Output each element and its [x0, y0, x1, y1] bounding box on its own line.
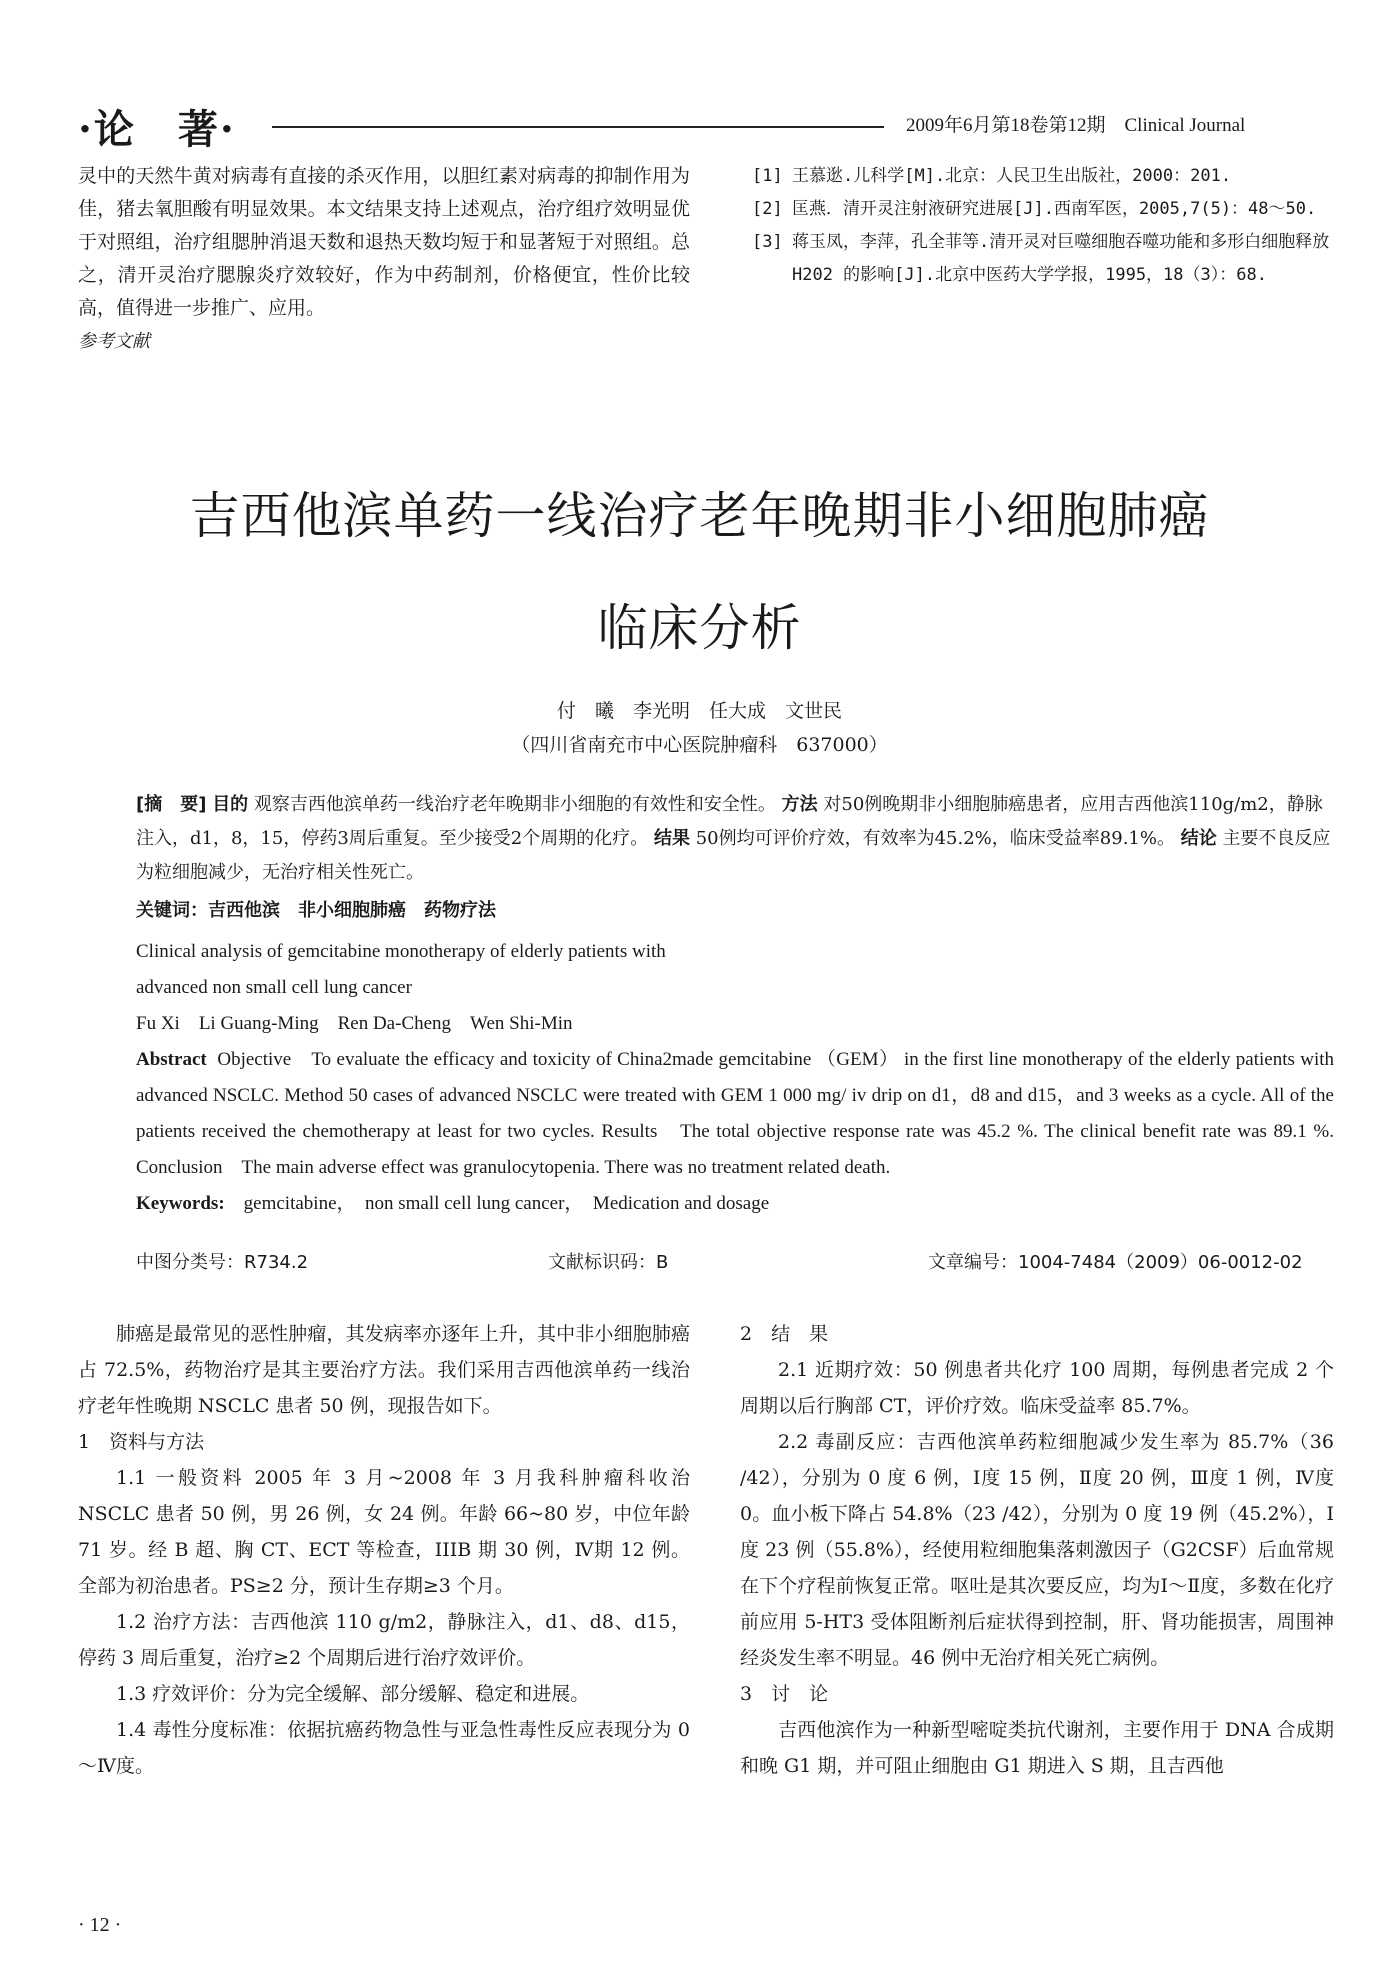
section-3-heading: 3 讨 论 [740, 1683, 829, 1705]
section-2-heading: 2 结 果 [740, 1323, 829, 1345]
reference-item [752, 226, 1330, 292]
abstract-en-label: Abstract [136, 1049, 207, 1070]
result-label: 结果 [653, 828, 690, 849]
paragraph-1-1: 1.1 一般资料 2005 年 3 月~2008 年 3 月我科肿瘤科收治 NSCLC 患者 50 例，男 26 例，女 24 例。年龄 66~80 岁，中位年龄 71 岁。经 B 超、胸 CT、ECT 等检查，IIIB 期 30 例，Ⅳ期 12 例。全部为初治患者。PS≥2 分，预计生存期≥3 个月。 [78, 1467, 690, 1597]
conclusion-label: 结论 [1180, 828, 1217, 849]
references-label: 参考文献 [78, 331, 150, 352]
keywords-en-text: gemcitabine， non small cell lung cancer， Medication and dosage [243, 1193, 770, 1214]
title-en-line1: Clinical analysis of gemcitabine monotherapy of elderly patients with [136, 941, 666, 962]
prev-article-left [78, 160, 690, 353]
result-text: 50例均可评价疗效，有效率为45.2%，临床受益率89.1%。 [695, 828, 1175, 849]
keywords-cn [136, 894, 1334, 928]
keywords-cn-text: 吉西他滨 非小细胞肺癌 药物疗法 [208, 900, 496, 921]
abstract-cn [136, 788, 1334, 890]
article-number: 文章编号：1004-7484（2009）06-0012-02 [928, 1252, 1303, 1273]
journal-info: 2009年6月第18卷第12期 Clinical Journal [906, 115, 1246, 136]
reference-number: [3] [752, 232, 783, 252]
prev-article-paragraph: 灵中的天然牛黄对病毒有直接的杀灭作用，以胆红素对病毒的抑制作用为佳，猪去氧胆酸有明显效果。本文结果支持上述观点，治疗组疗效明显优于对照组，治疗组腮肿消退天数和退热天数均短于和显著短于对照组。总之，清开灵治疗腮腺炎疗效较好，作为中药制剂，价格便宜，性价比较高，值得进一步推广、应用。 [78, 165, 690, 319]
body-right-column [740, 1316, 1334, 1784]
page-number: · 12 · [78, 1914, 122, 1936]
authors: 付 曦 李光明 任大成 文世民 [556, 700, 842, 722]
reference-item [752, 160, 1330, 193]
keywords-en [136, 1186, 1334, 1222]
affiliation: （四川省南充市中心医院肿瘤科 637000） [511, 734, 888, 756]
references-list [752, 160, 1330, 292]
abstract-en-text: Objective To evaluate the efficacy and toxicity of China2made gemcitabine （GEM） in the first line monotherapy of the elderly patients with advanced NSCLC. Method 50 cases of advanced NSCLC were treated with GEM 1 000 mg/ iv drip on d1，d8 and d15，and 3 weeks as a cycle. All of the patients received the chemotherapy at least for two cycles. Results The total objective response rate was 45.2 %. The clinical benefit rate was 89.1 %. Conclusion The main adverse effect was granulocytopenia. There was no treatment related death. [136, 1049, 1335, 1178]
header-rule [272, 126, 884, 128]
paragraph-2-1: 2.1 近期疗效：50 例患者共化疗 100 周期，每例患者完成 2 个周期以后行胸部 CT，评价疗效。临床受益率 85.7%。 [740, 1359, 1334, 1417]
article-title-line2: 临床分析 [597, 599, 802, 657]
paragraph-1-3: 1.3 疗效评价：分为完全缓解、部分缓解、稳定和进展。 [116, 1683, 590, 1705]
objective-text: 观察吉西他滨单药一线治疗老年晚期非小细胞的有效性和安全性。 [253, 794, 776, 815]
section-label: ·论 著· [78, 106, 236, 153]
paragraph-1-4: 1.4 毒性分度标准：依据抗癌药物急性与亚急性毒性反应表现分为 0～Ⅳ度。 [78, 1719, 690, 1777]
method-text: 对50例晚期非小细胞肺癌患者，应用吉西他滨110g/m2，静脉注入，d1，8，15，停药3周后重复。至少接受2个周期的化疗。 [136, 794, 1323, 849]
paragraph-2-2: 2.2 毒副反应：吉西他滨单药粒细胞减少发生率为 85.7%（36 /42），分别为 0 度 6 例，Ⅰ度 15 例，Ⅱ度 20 例，Ⅲ度 1 例，Ⅳ度 0。血小板下降占 54.8%（23 /42），分别为 0 度 19 例（45.2%），Ⅰ度 23 例（55.8%），经使用粒细胞集落刺激因子（G2CSF）后血常规在下个疗程前恢复正常。呕吐是其次要反应，均为Ⅰ～Ⅱ度，多数在化疗前应用 5-HT3 受体阻断剂后症状得到控制，肝、肾功能损害，周围神经炎发生率不明显。46 例中无治疗相关死亡病例。 [740, 1431, 1334, 1669]
reference-number: [2] [752, 199, 783, 219]
body-left-column [78, 1316, 690, 1784]
reference-item [752, 193, 1330, 226]
reference-text: 匡燕．清开灵注射液研究进展[J].西南军医，2005,7(5)：48～50. [792, 199, 1317, 219]
reference-text: 王慕逖.儿科学[M].北京：人民卫生出版社，2000：201. [792, 166, 1232, 186]
paragraph-3-1: 吉西他滨作为一种新型嘧啶类抗代谢剂，主要作用于 DNA 合成期和晚 G1 期，并可阻止细胞由 G1 期进入 S 期，且吉西他 [740, 1719, 1334, 1777]
abstract-en [136, 1042, 1334, 1186]
intro-paragraph: 肺癌是最常见的恶性肿瘤，其发病率亦逐年上升，其中非小细胞肺癌占 72.5%，药物治疗是其主要治疗方法。我们采用吉西他滨单药一线治疗老年性晚期 NSCLC 患者 50 例，现报告如下。 [78, 1323, 690, 1417]
authors-en: Fu Xi Li Guang-Ming Ren Da-Cheng Wen Shi-Min [136, 1013, 573, 1034]
keywords-cn-label: 关键词： [136, 900, 208, 921]
conclusion-text: 主要不良反应为粒细胞减少，无治疗相关性死亡。 [136, 828, 1331, 883]
title-en-line2: advanced non small cell lung cancer [136, 977, 412, 998]
keywords-en-label: Keywords: [136, 1193, 225, 1214]
document-code: 文献标识码：B [548, 1252, 669, 1273]
method-label: 方法 [781, 794, 818, 815]
reference-text: 蒋玉凤，李萍，孔全菲等.清开灵对巨噬细胞吞噬功能和多形白细胞释放H202 的影响[J].北京中医药大学学报，1995，18（3）：68. [792, 232, 1330, 285]
abstract-label: [摘 要] [136, 794, 207, 815]
reference-number: [1] [752, 166, 783, 186]
english-section [136, 934, 1334, 1222]
objective-label: 目的 [212, 794, 249, 815]
section-1-heading: 1 资料与方法 [78, 1431, 205, 1453]
article-title-line1: 吉西他滨单药一线治疗老年晚期非小细胞肺癌 [189, 487, 1210, 545]
paragraph-1-2: 1.2 治疗方法：吉西他滨 110 g/m2，静脉注入，d1、d8、d15，停药 3 周后重复，治疗≥2 个周期后进行治疗效评价。 [78, 1611, 690, 1669]
classification-number: 中图分类号：R734.2 [136, 1252, 309, 1273]
